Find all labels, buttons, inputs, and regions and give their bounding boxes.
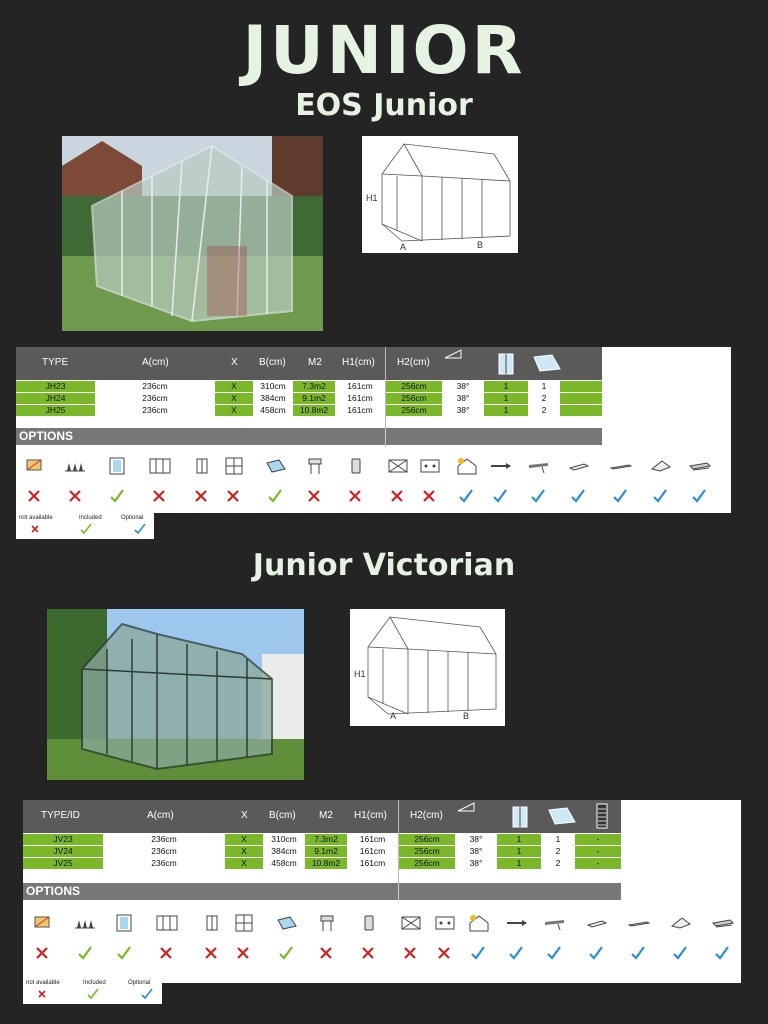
diagram-label-h1: H1 — [366, 193, 378, 203]
check-optional-icon — [692, 489, 706, 503]
option-15-icon — [568, 457, 590, 475]
diagram-label-a: A — [390, 711, 397, 721]
option-18-icon — [689, 457, 711, 475]
cross-icon — [68, 489, 82, 503]
cell-x: X — [215, 393, 253, 404]
dimension-diagram-eos-junior — [362, 136, 518, 253]
option-6-icon — [223, 457, 245, 475]
column-header-h2: H2(cm) — [410, 810, 443, 821]
option-15-icon — [586, 914, 608, 932]
cell-h2: 256cm — [399, 846, 455, 857]
cell-b: 384cm — [264, 846, 304, 857]
cross-icon — [204, 946, 218, 960]
options-bar: OPTIONS — [23, 883, 621, 900]
check-optional-icon — [141, 988, 153, 1000]
column-header-h1: H1(cm) — [354, 810, 387, 821]
cell-roof_pad — [560, 405, 602, 416]
cell-h1: 161cm — [348, 834, 397, 845]
column-header-type: TYPE — [42, 357, 69, 368]
cell-m2: 10.8m2 — [305, 858, 347, 869]
greenhouse-photo-junior-victorian — [47, 609, 304, 780]
cell-win: 1 — [497, 858, 541, 869]
cell-a: 236cm — [96, 405, 214, 416]
table-row — [23, 834, 609, 845]
option-4-icon — [149, 457, 171, 475]
option-5-icon — [201, 914, 223, 932]
cell-b: 458cm — [264, 858, 304, 869]
cross-icon — [422, 489, 436, 503]
cell-angle: 38° — [456, 858, 496, 869]
check-optional-icon — [653, 489, 667, 503]
check-included-icon — [78, 946, 92, 960]
legend — [16, 513, 154, 539]
section-title-eos-junior: EOS Junior — [295, 88, 473, 123]
option-16-icon — [610, 457, 632, 475]
dimension-diagram-junior-victorian — [350, 609, 505, 726]
option-18-icon — [712, 914, 734, 932]
cell-win: 1 — [497, 834, 541, 845]
cross-icon — [390, 489, 404, 503]
option-17-icon — [650, 457, 672, 475]
cell-type: JH23 — [16, 381, 95, 392]
roof-vent-icon — [530, 353, 564, 373]
diagram-label-h1: H1 — [354, 669, 366, 679]
table-row — [16, 381, 602, 392]
cross-icon — [348, 489, 362, 503]
cell-a: 236cm — [104, 834, 224, 845]
cross-icon — [236, 946, 250, 960]
option-10-icon — [387, 457, 409, 475]
check-optional-icon — [715, 946, 729, 960]
diagram-label-a: A — [400, 242, 407, 252]
cell-type: JV25 — [23, 858, 103, 869]
check-included-icon — [87, 988, 99, 1000]
option-14-icon — [528, 457, 550, 475]
cell-win: 1 — [497, 846, 541, 857]
side-window-icon — [508, 804, 532, 830]
option-3-icon — [114, 914, 136, 932]
cell-x: X — [225, 858, 263, 869]
option-17-icon — [670, 914, 692, 932]
column-header-h2: H2(cm) — [397, 357, 430, 368]
option-12-icon — [456, 457, 478, 475]
cross-icon — [226, 489, 240, 503]
cell-x: X — [225, 834, 263, 845]
option-16-icon — [628, 914, 650, 932]
cross-icon — [37, 989, 47, 999]
diagram-label-b: B — [463, 711, 470, 721]
cell-win: 1 — [484, 393, 528, 404]
cell-h1: 161cm — [336, 393, 384, 404]
cell-m2: 10.8m2 — [293, 405, 335, 416]
cross-icon — [319, 946, 333, 960]
cross-icon — [159, 946, 173, 960]
option-8-icon — [316, 914, 338, 932]
cell-win: 1 — [484, 381, 528, 392]
column-header-a: A(cm) — [147, 810, 174, 821]
column-header-x: X — [241, 810, 248, 821]
cross-icon — [30, 524, 40, 534]
legend-included: Included — [79, 515, 102, 521]
cell-roof: 1 — [542, 834, 574, 845]
check-included-icon — [268, 489, 282, 503]
cell-a: 236cm — [96, 381, 214, 392]
page-title: JUNIOR — [242, 12, 526, 89]
check-optional-icon — [673, 946, 687, 960]
legend-not-available: not available — [19, 515, 53, 521]
cell-angle: 38° — [456, 846, 496, 857]
option-10-icon — [400, 914, 422, 932]
cross-icon — [194, 489, 208, 503]
cell-roof_pad — [560, 381, 602, 392]
table-header — [16, 347, 602, 380]
side-window-icon — [494, 351, 518, 377]
table-row — [23, 846, 609, 857]
cell-b: 458cm — [254, 405, 292, 416]
section-title-junior-victorian: Junior Victorian — [252, 548, 516, 583]
option-4-icon — [156, 914, 178, 932]
check-optional-icon — [547, 946, 561, 960]
cell-b: 310cm — [264, 834, 304, 845]
greenhouse-photo-eos-junior — [62, 136, 323, 331]
column-header-m2: M2 — [319, 810, 333, 821]
cell-x: X — [215, 381, 253, 392]
check-optional-icon — [631, 946, 645, 960]
cross-icon — [27, 489, 41, 503]
cross-icon — [35, 946, 49, 960]
cell-b: 384cm — [254, 393, 292, 404]
cross-icon — [437, 946, 451, 960]
spec-table-eos-junior — [16, 347, 731, 513]
option-11-icon — [434, 914, 456, 932]
option-5-icon — [191, 457, 213, 475]
check-optional-icon — [134, 523, 146, 535]
option-2-icon — [75, 914, 97, 932]
option-6-icon — [233, 914, 255, 932]
check-included-icon — [80, 523, 92, 535]
diagram-label-b: B — [477, 240, 484, 250]
option-12-icon — [468, 914, 490, 932]
cell-a: 236cm — [104, 846, 224, 857]
cell-angle: 38° — [443, 405, 483, 416]
cell-roof_pad — [560, 393, 602, 404]
option-8-icon — [304, 457, 326, 475]
cell-m2: 7.3m2 — [305, 834, 347, 845]
cell-b: 310cm — [254, 381, 292, 392]
column-header-b: B(cm) — [259, 357, 286, 368]
options-bar: OPTIONS — [16, 428, 602, 445]
option-14-icon — [544, 914, 566, 932]
legend-included: Included — [83, 980, 106, 986]
cell-h1: 161cm — [348, 846, 397, 857]
legend — [23, 978, 162, 1004]
option-11-icon — [419, 457, 441, 475]
cell-win: 1 — [484, 405, 528, 416]
option-1-icon — [24, 457, 46, 475]
cell-h2: 256cm — [386, 381, 442, 392]
option-13-icon — [506, 914, 528, 932]
cell-a: 236cm — [104, 858, 224, 869]
louvre-window-icon — [595, 802, 609, 830]
cell-m2: 7.3m2 — [293, 381, 335, 392]
option-13-icon — [490, 457, 512, 475]
cross-icon — [361, 946, 375, 960]
option-9-icon — [358, 914, 380, 932]
cell-type: JV24 — [23, 846, 103, 857]
cell-h1: 161cm — [336, 381, 384, 392]
cell-angle: 38° — [443, 393, 483, 404]
legend-optional: Optional — [128, 980, 151, 986]
option-9-icon — [345, 457, 367, 475]
option-1-icon — [32, 914, 54, 932]
cell-a: 236cm — [96, 393, 214, 404]
column-header-a: A(cm) — [142, 357, 169, 368]
legend-optional: Optional — [121, 515, 144, 521]
cell-louvre: - — [575, 846, 621, 857]
cell-x: X — [225, 846, 263, 857]
roof-angle-icon — [457, 802, 475, 812]
cell-h1: 161cm — [336, 405, 384, 416]
cell-type: JH24 — [16, 393, 95, 404]
option-3-icon — [107, 457, 129, 475]
cell-h2: 256cm — [399, 834, 455, 845]
column-header-m2: M2 — [308, 357, 322, 368]
cell-h2: 256cm — [386, 405, 442, 416]
column-header-h1: H1(cm) — [342, 357, 375, 368]
check-optional-icon — [471, 946, 485, 960]
check-optional-icon — [459, 489, 473, 503]
check-optional-icon — [571, 489, 585, 503]
spec-table-junior-victorian — [23, 800, 741, 983]
cell-type: JV23 — [23, 834, 103, 845]
cell-roof: 1 — [529, 381, 559, 392]
check-included-icon — [279, 946, 293, 960]
cell-x: X — [215, 405, 253, 416]
option-2-icon — [65, 457, 87, 475]
option-7-icon — [265, 457, 287, 475]
cell-h2: 256cm — [386, 393, 442, 404]
roof-angle-icon — [444, 349, 462, 359]
cell-roof: 2 — [542, 858, 574, 869]
option-7-icon — [276, 914, 298, 932]
cross-icon — [152, 489, 166, 503]
cell-h2: 256cm — [399, 858, 455, 869]
cell-louvre: - — [575, 834, 621, 845]
check-optional-icon — [613, 489, 627, 503]
table-row — [23, 858, 609, 869]
legend-not-available: not available — [26, 980, 60, 986]
table-row — [16, 405, 602, 416]
table-row — [16, 393, 602, 404]
check-optional-icon — [531, 489, 545, 503]
cell-m2: 9.1m2 — [305, 846, 347, 857]
cell-louvre: - — [575, 858, 621, 869]
column-header-x: X — [231, 357, 238, 368]
check-included-icon — [110, 489, 124, 503]
roof-vent-icon — [545, 806, 579, 826]
cross-icon — [403, 946, 417, 960]
column-header-type: TYPE/ID — [41, 810, 80, 821]
column-header-b: B(cm) — [269, 810, 296, 821]
cell-m2: 9.1m2 — [293, 393, 335, 404]
cross-icon — [307, 489, 321, 503]
cell-roof: 2 — [529, 405, 559, 416]
check-optional-icon — [493, 489, 507, 503]
cell-roof: 2 — [542, 846, 574, 857]
cell-angle: 38° — [443, 381, 483, 392]
cell-roof: 2 — [529, 393, 559, 404]
table-header — [23, 800, 621, 833]
check-optional-icon — [509, 946, 523, 960]
check-optional-icon — [589, 946, 603, 960]
cell-angle: 38° — [456, 834, 496, 845]
check-included-icon — [117, 946, 131, 960]
cell-h1: 161cm — [348, 858, 397, 869]
cell-type: JH25 — [16, 405, 95, 416]
